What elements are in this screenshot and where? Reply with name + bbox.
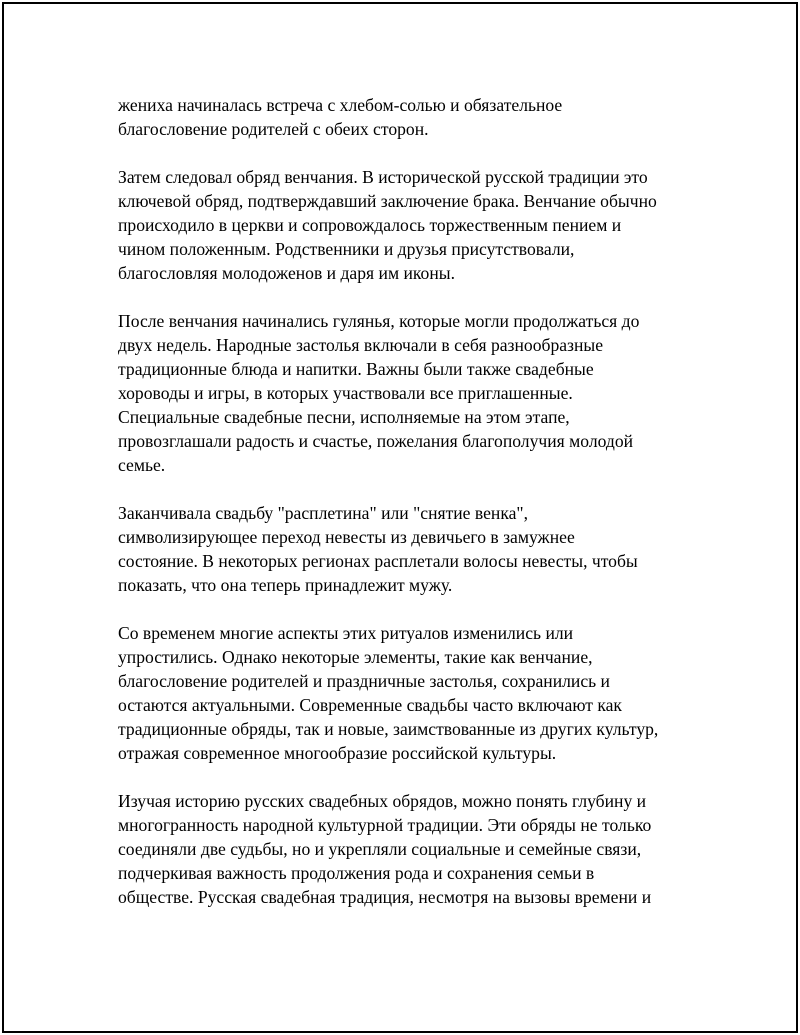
text-line: благословение родителей и праздничные застолья, сохранились и: [118, 671, 610, 691]
text-line: традиционные обряды, так и новые, заимствованные из других культур,: [118, 719, 659, 739]
text-line: провозглашали радость и счастье, пожелания благополучия молодой: [118, 431, 634, 451]
text-line: символизирующее переход невесты из девичьего в замужнее: [118, 527, 575, 547]
paragraph: [118, 621, 698, 765]
text-line: состояние. В некоторых регионах расплетали волосы невесты, чтобы: [118, 551, 638, 571]
text-line: двух недель. Народные застолья включали в себя разнообразные: [118, 335, 604, 355]
text-line: Специальные свадебные песни, исполняемые на этом этапе,: [118, 407, 570, 427]
paragraph: [118, 501, 698, 597]
text-line: Затем следовал обряд венчания. В исторической русской традиции это: [118, 167, 648, 187]
text-line: отражая современное многообразие российской культуры.: [118, 743, 557, 763]
text-line: Изучая историю русских свадебных обрядов, можно понять глубину и: [118, 791, 647, 811]
text-line: Со временем многие аспекты этих ритуалов изменились или: [118, 623, 574, 643]
text-line: традиционные блюда и напитки. Важны были также свадебные: [118, 359, 594, 379]
paragraph: [118, 789, 698, 909]
text-line: показать, что она теперь принадлежит мужу.: [118, 575, 453, 595]
text-line: благословение родителей с обеих сторон.: [118, 119, 429, 139]
text-line: обществе. Русская свадебная традиция, несмотря на вызовы времени и: [118, 887, 652, 907]
text-line: ключевой обряд, подтверждавший заключение брака. Венчание обычно: [118, 191, 657, 211]
text-line: хороводы и игры, в которых участвовали все приглашенные.: [118, 383, 573, 403]
text-line: семье.: [118, 455, 166, 475]
text-line: происходило в церкви и сопровождалось торжественным пением и: [118, 215, 622, 235]
paragraph: [118, 309, 698, 477]
text-line: благословляя молодоженов и даря им иконы.: [118, 263, 455, 283]
paragraph: [118, 93, 698, 141]
text-line: чином положенным. Родственники и друзья присутствовали,: [118, 239, 575, 259]
text-line: Заканчивала свадьбу "расплетина" или "снятие венка",: [118, 503, 528, 523]
text-line: остаются актуальными. Современные свадьбы часто включают как: [118, 695, 622, 715]
text-line: многогранность народной культурной традиции. Эти обряды не только: [118, 815, 652, 835]
text-line: жениха начиналась встреча с хлебом-солью и обязательное: [118, 95, 563, 115]
text-line: подчеркивая важность продолжения рода и сохранения семьи в: [118, 863, 595, 883]
paragraph: [118, 165, 698, 285]
text-line: упростились. Однако некоторые элементы, такие как венчание,: [118, 647, 593, 667]
text-line: соединяли две судьбы, но и укрепляли социальные и семейные связи,: [118, 839, 642, 859]
text-line: После венчания начинались гулянья, которые могли продолжаться до: [118, 311, 640, 331]
document-body: [118, 93, 698, 909]
